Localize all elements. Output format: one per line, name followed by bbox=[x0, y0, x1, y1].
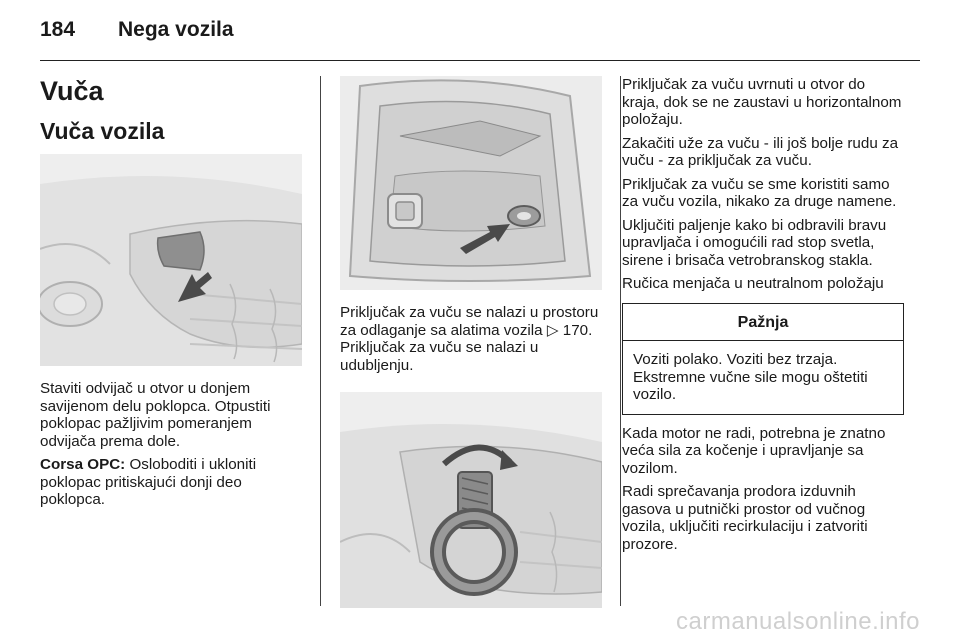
towing-eye-illustration bbox=[340, 392, 602, 608]
page-header bbox=[40, 14, 920, 54]
right-column bbox=[622, 76, 904, 559]
middle-column bbox=[340, 76, 605, 608]
paragraph-ignition: Uključiti paljenje kako bi odbravili bravu upravljača i omogućili rad stop svetla, sirene i brisača vetrobranskog stakla. bbox=[622, 216, 887, 269]
section-heading: Vuča bbox=[40, 76, 104, 106]
caution-text: Voziti polako. Voziti bez trzaja. Ekstremne vučne sile mogu oštetiti vozilo. bbox=[633, 351, 868, 403]
paragraph-eye-location bbox=[340, 304, 605, 374]
page-title: Nega vozila bbox=[118, 18, 234, 41]
caution-title: Pažnja bbox=[623, 304, 903, 342]
section-subheading: Vuča vozila bbox=[40, 118, 165, 144]
paragraph-usage: Priključak za vuču se sme koristiti samo za vuču vozila, nikako za druge namene. bbox=[622, 175, 897, 210]
column-divider-right bbox=[620, 76, 621, 606]
paragraph-attach-rope: Zakačiti uže za vuču - ili još bolje rudu za vuču - za priključak za vuču. bbox=[622, 134, 899, 169]
figure-towing-eye bbox=[340, 392, 602, 608]
caution-box bbox=[622, 303, 904, 415]
eye-location-text-b: 170. Priključak za vuču se nalazi u udubljenju. bbox=[340, 321, 593, 374]
watermark: carmanualsonline.info bbox=[676, 608, 920, 635]
paragraph-engine-off: Kada motor ne radi, potrebna je znatno veća sila za kočenje i upravljanje sa vozilom. bbox=[622, 424, 886, 477]
paragraph-screw-in: Priključak za vuču uvrnuti u otvor do kraja, dok se ne zaustavi u horizontalnom položaju. bbox=[622, 76, 902, 128]
opc-text: Osloboditi i ukloniti poklopac pritiskajući donji deo poklopca. bbox=[40, 456, 257, 508]
column-divider-left bbox=[320, 76, 321, 606]
paragraph-neutral: Ručica menjača u neutralnom položaju bbox=[622, 275, 884, 292]
header-divider bbox=[40, 60, 920, 61]
paragraph-opc bbox=[40, 456, 305, 509]
eye-location-text-a: Priključak za vuču se nalazi u prostoru za odlaganje sa alatima vozila bbox=[340, 304, 599, 339]
page-number: 184 bbox=[40, 18, 76, 41]
storage-compartment-illustration bbox=[340, 76, 602, 290]
page-reference-icon: ▷ bbox=[546, 320, 559, 339]
figure-storage-compartment bbox=[340, 76, 602, 290]
paragraph-exhaust: Radi sprečavanja prodora izduvnih gasova u putnički prostor od vučnog vozila, uključiti recirkulaciju i zatvoriti prozore. bbox=[622, 483, 868, 553]
left-column bbox=[40, 76, 305, 515]
figure-cover-removal bbox=[40, 154, 302, 366]
paragraph-cover-instructions: Staviti odvijač u otvor u donjem savijenom delu poklopca. Otpustiti poklopac pažljivim pomeranjem odvijača prema dole. bbox=[40, 380, 271, 450]
bumper-cover-illustration bbox=[40, 154, 302, 366]
opc-label: Corsa OPC: bbox=[40, 456, 126, 473]
